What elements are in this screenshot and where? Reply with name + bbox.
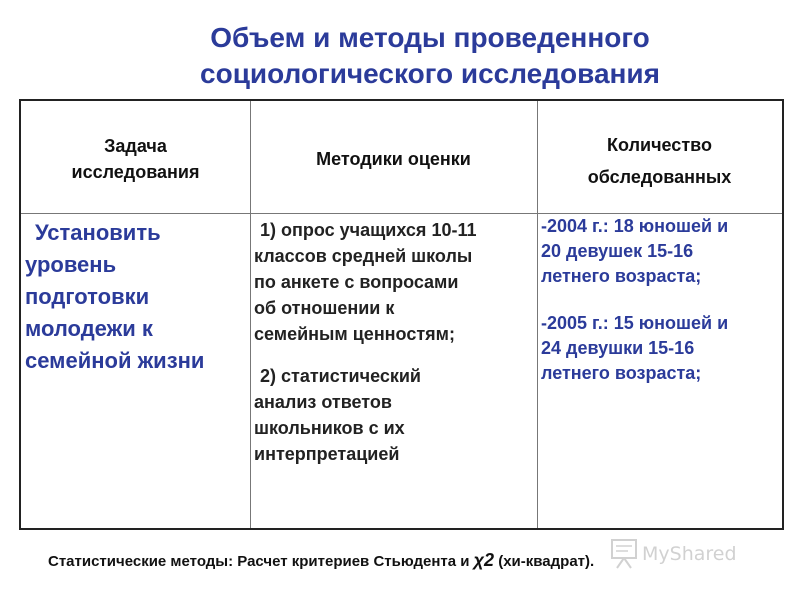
- method-line: об отношении к: [254, 298, 395, 318]
- methods-cell: [254, 217, 536, 467]
- research-table: [19, 99, 784, 530]
- presentation-board-icon: [612, 540, 636, 568]
- method-line: 1) опрос учащихся 10-11: [260, 220, 477, 240]
- header-methods-text: Методики оценки: [316, 149, 471, 169]
- footer-chi: χ2: [473, 550, 495, 570]
- count-cell: [541, 214, 783, 386]
- method-survey: [254, 217, 536, 347]
- method-line: школьников с их: [254, 418, 405, 438]
- method-line: семейным ценностям;: [254, 324, 455, 344]
- header-task: [21, 133, 250, 185]
- header-count: [537, 129, 782, 193]
- task-line: подготовки: [25, 284, 150, 309]
- method-statistics: [254, 363, 536, 467]
- footer-prefix: Статистические методы: Расчет критериев Стьюдента и: [48, 553, 474, 570]
- task-cell: [25, 217, 247, 377]
- task-line: уровень: [25, 252, 117, 277]
- task-line: Установить: [35, 220, 161, 245]
- watermark-logo: [606, 534, 776, 576]
- header-methods: [250, 146, 537, 172]
- count-line: 24 девушки 15-16: [541, 338, 695, 358]
- task-line: семейной жизни: [25, 348, 205, 373]
- slide-title: [110, 20, 750, 92]
- method-line: анализ ответов: [254, 392, 392, 412]
- title-line-1: Объем и методы проведенного: [210, 22, 650, 53]
- count-line: -2004 г.: 18 юношей и: [541, 216, 729, 236]
- count-line: -2005 г.: 15 юношей и: [541, 313, 729, 333]
- count-line: летнего возраста;: [541, 363, 702, 383]
- header-task-line-1: Задача: [104, 136, 167, 156]
- count-2004: [541, 214, 783, 289]
- watermark-text: MyShared: [642, 543, 737, 565]
- count-2005: [541, 311, 783, 386]
- count-line: 20 девушек 15-16: [541, 241, 694, 261]
- header-count-line-1: Количество: [607, 135, 712, 155]
- footer-note: [48, 550, 594, 571]
- header-count-line-2: обследованных: [587, 167, 732, 187]
- method-line: интерпретацией: [254, 444, 400, 464]
- method-line: 2) статистический: [260, 366, 421, 386]
- task-line: молодежи к: [25, 316, 153, 341]
- footer-suffix: (хи-квадрат).: [494, 553, 595, 570]
- method-line: классов средней школы: [254, 246, 473, 266]
- count-line: летнего возраста;: [541, 266, 702, 286]
- title-line-2: социологического исследования: [200, 58, 660, 89]
- header-task-line-2: исследования: [71, 162, 200, 182]
- method-line: по анкете с вопросами: [254, 272, 459, 292]
